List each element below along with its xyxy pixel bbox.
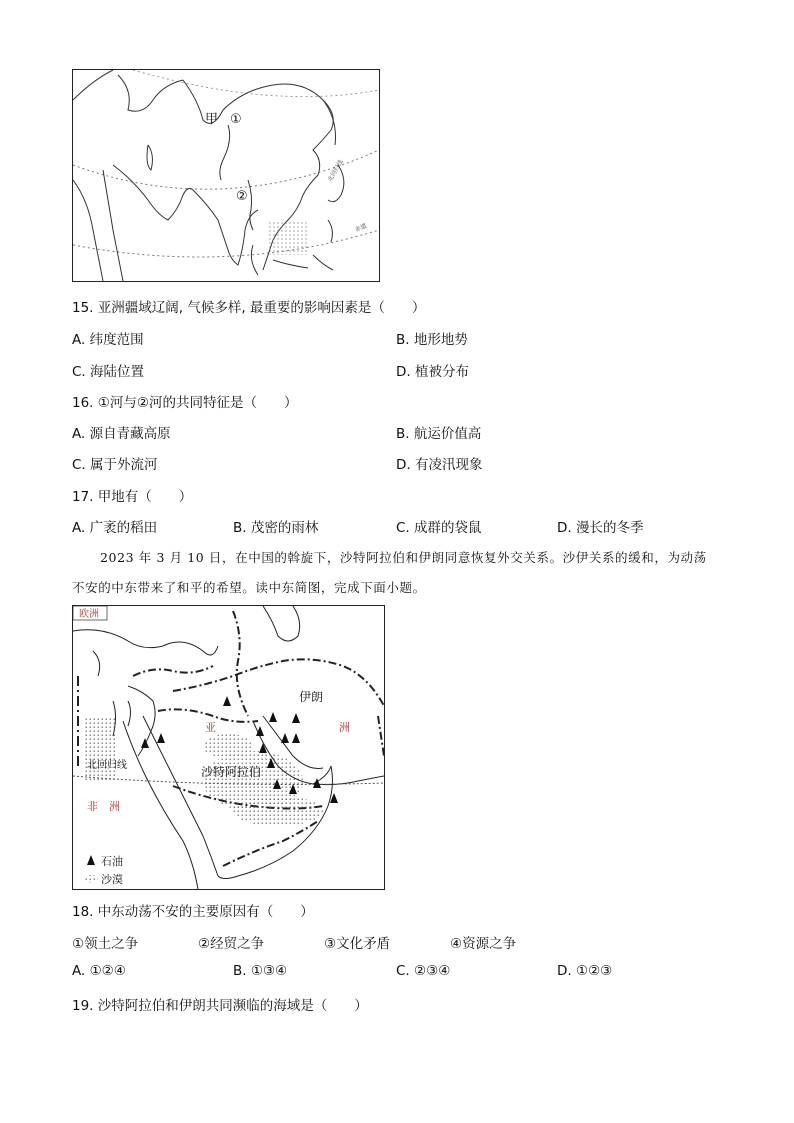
q15-stem: 15. 亚洲疆域辽阔, 气候多样, 最重要的影响因素是（ ） xyxy=(72,300,426,316)
oil-icon xyxy=(292,713,300,723)
passage-line-1: 2023 年 3 月 10 日，在中国的斡旋下，沙特阿拉伯和伊朗同意恢复外交关系。沙伊关系的缓和，为动荡 xyxy=(100,550,707,565)
q16-option-b[interactable]: B. 航运价值高 xyxy=(396,426,482,442)
jia-label: 甲 xyxy=(205,112,219,127)
q18-option-c[interactable]: C. ②③④ xyxy=(396,963,451,979)
q17-option-a[interactable]: A. 广袤的稻田 xyxy=(72,520,158,536)
europe-label: 欧洲 xyxy=(79,609,99,620)
q18-item-3: ③文化矛盾 xyxy=(324,936,391,952)
q16-option-a[interactable]: A. 源自青藏高原 xyxy=(72,426,171,442)
q18-stem: 18. 中东动荡不安的主要原因有（ ） xyxy=(72,904,314,920)
asia-label-1: 亚 xyxy=(205,721,216,734)
q19-stem: 19. 沙特阿拉伯和伊朗共同濒临的海域是（ ） xyxy=(72,998,368,1014)
q18-option-b[interactable]: B. ①③④ xyxy=(233,963,288,979)
q16-option-c[interactable]: C. 属于外流河 xyxy=(72,457,158,473)
passage-line-2: 不安的中东带来了和平的希望。读中东简图，完成下面小题。 xyxy=(72,580,426,595)
q15-option-b[interactable]: B. 地形地势 xyxy=(396,332,468,348)
q17-option-c[interactable]: C. 成群的袋鼠 xyxy=(396,520,482,536)
q16-stem: 16. ①河与②河的共同特征是（ ） xyxy=(72,395,298,411)
oil-icon xyxy=(292,733,300,743)
equator-label: 赤道 xyxy=(353,222,368,234)
tropic-label: 北回归线 xyxy=(87,760,127,771)
asia-label-2: 洲 xyxy=(339,721,350,734)
oil-icon xyxy=(269,712,277,722)
legend-oil-label: 石油 xyxy=(101,855,123,868)
q15-option-c[interactable]: C. 海陆位置 xyxy=(72,364,145,380)
africa-label: 非 洲 xyxy=(87,800,120,813)
river-1-label: ① xyxy=(230,112,242,127)
middle-east-map xyxy=(72,605,385,890)
asia-map xyxy=(72,69,380,282)
oil-icon xyxy=(157,733,165,743)
oil-icon xyxy=(223,696,231,706)
legend-oil-icon xyxy=(87,855,95,865)
q18-option-d[interactable]: D. ①②③ xyxy=(557,963,613,979)
river-2-label: ② xyxy=(236,189,248,204)
q17-stem: 17. 甲地有（ ） xyxy=(72,489,193,505)
q18-option-a[interactable]: A. ①②④ xyxy=(72,963,126,979)
q15-option-a[interactable]: A. 纬度范围 xyxy=(72,332,144,348)
q18-item-2: ②经贸之争 xyxy=(198,936,265,952)
q17-option-d[interactable]: D. 漫长的冬季 xyxy=(557,520,644,536)
q18-item-4: ④资源之争 xyxy=(450,936,517,952)
oil-icon xyxy=(281,733,289,743)
q15-option-d[interactable]: D. 植被分布 xyxy=(396,364,469,380)
iran-label: 伊朗 xyxy=(299,690,324,704)
saudi-label: 沙特阿拉伯 xyxy=(201,765,262,779)
legend-desert-label: 沙漠 xyxy=(101,873,123,886)
q16-option-d[interactable]: D. 有凌汛现象 xyxy=(396,457,483,473)
q18-item-1: ①领土之争 xyxy=(72,936,139,952)
legend-desert-icon xyxy=(84,875,98,883)
q17-option-b[interactable]: B. 茂密的雨林 xyxy=(233,520,319,536)
tropic-label: 北回归线 xyxy=(326,158,345,183)
